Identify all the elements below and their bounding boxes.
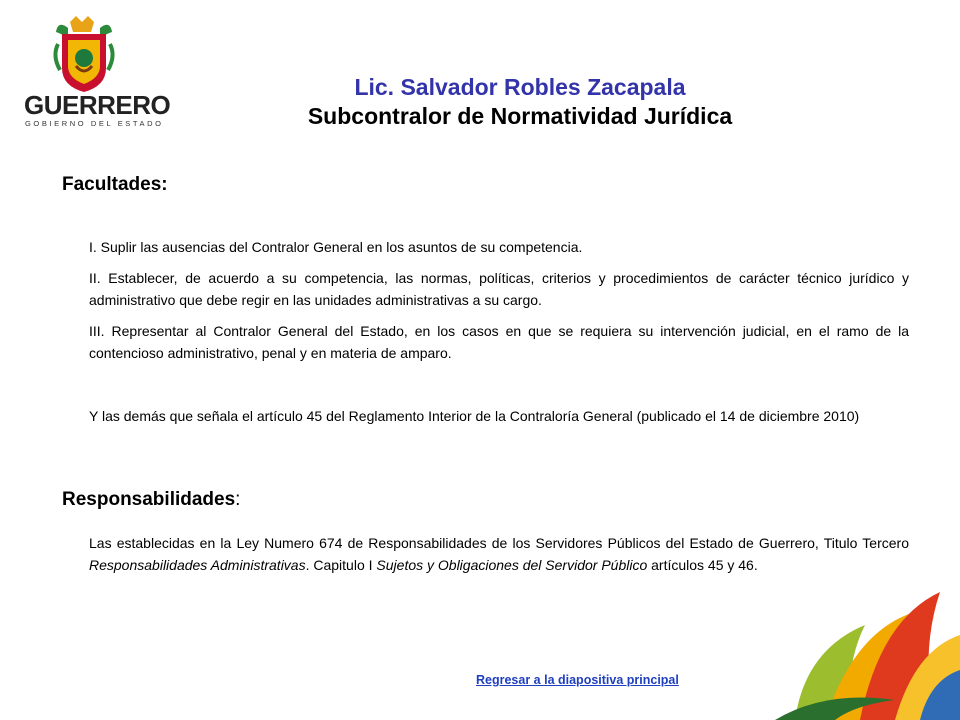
resp-text-c: . Capitulo I <box>305 557 377 573</box>
responsabilidades-heading-colon: : <box>235 489 241 510</box>
person-name: Lic. Salvador Robles Zacapala <box>354 74 686 100</box>
responsabilidades-heading-text: Responsabilidades <box>62 489 236 510</box>
resp-text-e: artículos 45 y 46. <box>647 557 758 573</box>
logo-subtitle: GOBIERNO DEL ESTADO <box>25 119 164 128</box>
back-to-main-slide-link[interactable]: Regresar a la diapositiva principal <box>476 673 679 687</box>
logo-wordmark: GUERRERO <box>24 90 171 120</box>
responsabilidades-text <box>89 532 909 576</box>
decorative-swirl-graphic <box>765 580 960 720</box>
responsabilidades-heading <box>62 489 240 511</box>
facultad-item-2: II. Establecer, de acuerdo a su competencia, las normas, políticas, criterios y procedimientos de carácter técnico jurídico y administrativo que debe regir en las unidades administrativas a su cargo. <box>89 270 909 308</box>
facultades-heading: Facultades: <box>62 174 168 195</box>
person-role: Subcontralor de Normatividad Jurídica <box>307 103 733 129</box>
facultad-additional: Y las demás que señala el artículo 45 del Reglamento Interior de la Contraloría General (publicado el 14 de diciembre 2010) <box>89 408 860 424</box>
resp-text-a: Las establecidas en la Ley Numero 674 de Responsabilidades de los Servidores Públicos del Estado de Guerrero, Titulo Tercero <box>89 535 909 551</box>
resp-text-b: Responsabilidades Administrativas <box>89 557 306 573</box>
facultad-item-1: I. Suplir las ausencias del Contralor General en los asuntos de su competencia. <box>89 239 583 255</box>
facultad-item-3: III. Representar al Contralor General del Estado, en los casos en que se requiera su intervención judicial, en el ramo de la contencioso administrativo, penal y en materia de amparo. <box>89 323 909 361</box>
resp-text-d: Sujetos y Obligaciones del Servidor Público <box>376 557 648 573</box>
